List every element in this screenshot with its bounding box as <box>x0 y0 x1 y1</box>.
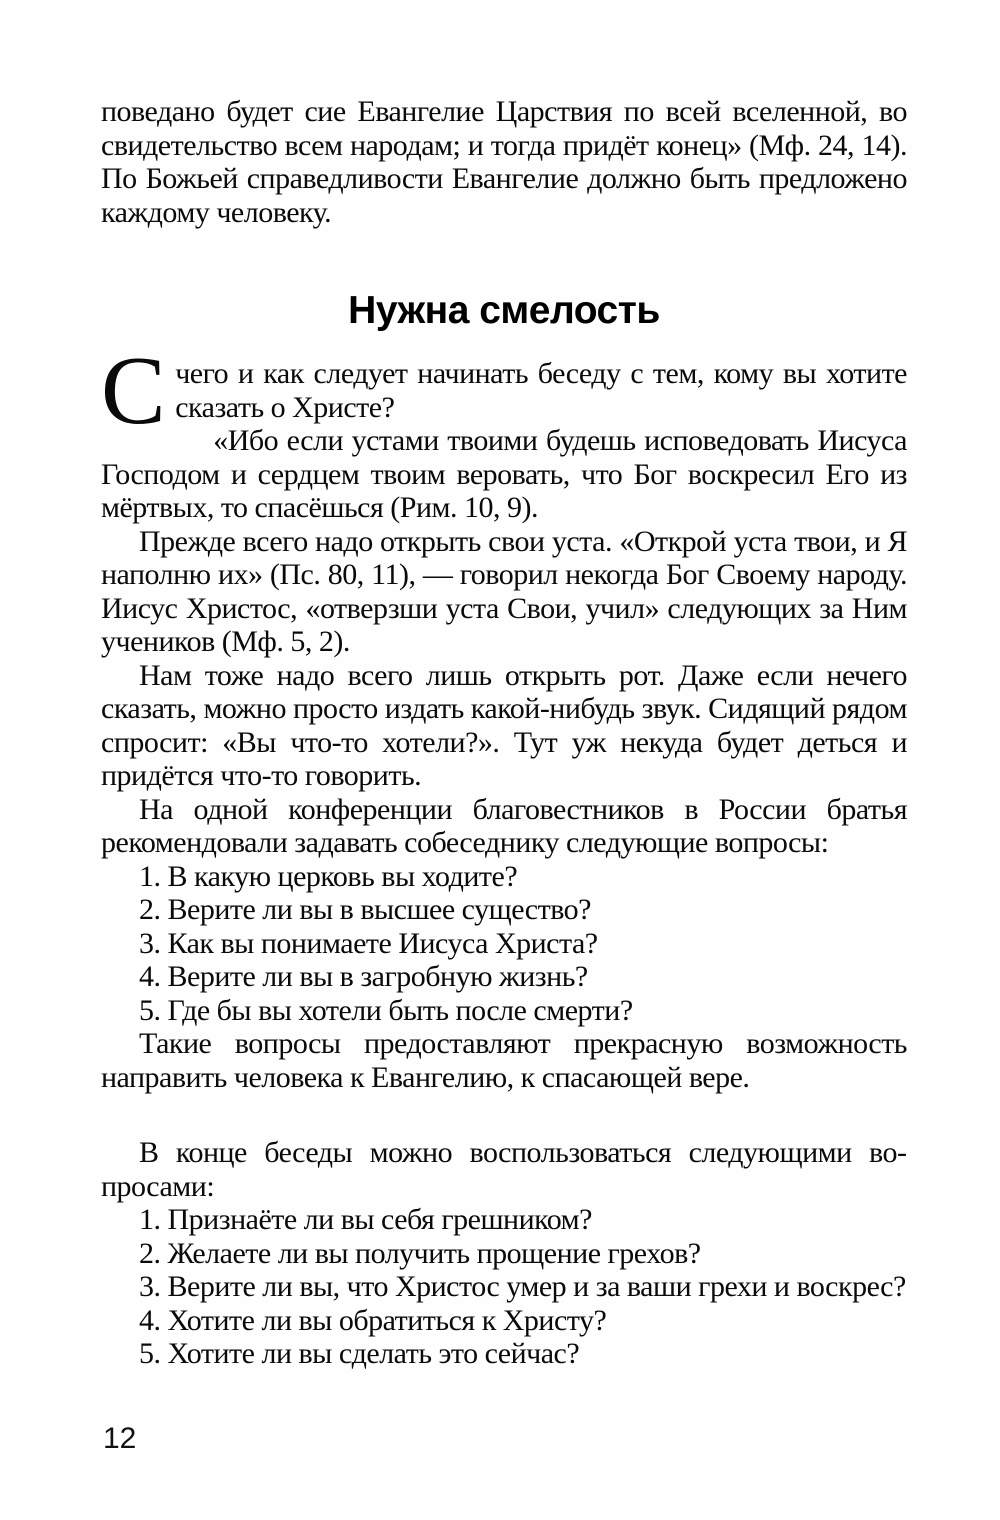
page-number: 12 <box>103 1422 137 1455</box>
question-item: 2. Верите ли вы в высшее существо? <box>139 893 591 926</box>
body-paragraph: На одной конференции благовестников в России братья рекомендовали задавать собеседнику следующие вопросы: <box>101 792 907 859</box>
question-item: 1. В какую церковь вы ходите? <box>139 859 518 893</box>
continuation-paragraph: поведано будет сие Евангелие Царствия по всей вселенной, во свидетельство всем народам; и тогда придёт конец» (Мф. 24, 14). По Божьей справедливости Евангелие должно быть предложено каждому человеку. <box>101 95 907 229</box>
body-paragraph: Нам тоже надо всего лишь открыть рот. Даже если нечего сказать, можно просто издать какой-нибудь звук. Сидящий рядом спросит: «Вы что-то хотели?». Тут уж некуда будет деться и придётся что-то говорить. <box>101 658 907 792</box>
drop-cap-letter: С <box>101 337 166 444</box>
question-item: 5. Хотите ли вы сделать это сейчас? <box>139 1337 580 1370</box>
question-list-second <box>101 1203 907 1371</box>
opening-paragraph-text: чего и как следует начинать беседу с тем, кому вы хотите сказать о Христе? <box>175 357 907 424</box>
question-item: 3. Верите ли вы, что Христос умер и за ваши грехи и воскрес? <box>139 1270 906 1303</box>
question-item: 4. Верите ли вы в загробную жизнь? <box>139 960 588 993</box>
question-list-first <box>101 860 907 1028</box>
body-paragraph: Прежде всего надо открыть свои уста. «Открой уста твои, и Я наполню их» (Пс. 80, 11), — говорил некогда Бог Своему народу. Иисус Христос, «отверзши уста Свои, учил» следующих за Ним учеников (Мф. 5, 2). <box>101 524 907 658</box>
page-body <box>101 95 907 1371</box>
question-item: 2. Желаете ли вы получить прощение грехов? <box>139 1236 701 1270</box>
body-paragraph: «Ибо если устами твоими будешь исповедовать Иисуса Господом и сердцем твоим веровать, что Бог воскресил Его из мёртвых, то спасёшься (Рим. 10, 9). <box>101 424 907 524</box>
summary-paragraph: Такие вопросы предоставляют прекрасную возможность направить человека к Евангелию, к спасающей вере. <box>101 1027 907 1094</box>
question-item: 4. Хотите ли вы обратиться к Христу? <box>139 1303 607 1337</box>
question-item: 3. Как вы понимаете Иисуса Христа? <box>139 926 598 960</box>
section-heading: Нужна смелость <box>348 289 660 332</box>
opening-paragraph <box>101 337 907 444</box>
question-item: 1. Признаёте ли вы себя грешником? <box>139 1203 592 1236</box>
closing-intro-paragraph: В конце беседы можно воспользоваться следующими вопросами: <box>101 1136 907 1203</box>
question-item: 5. Где бы вы хотели быть после смерти? <box>139 993 633 1027</box>
